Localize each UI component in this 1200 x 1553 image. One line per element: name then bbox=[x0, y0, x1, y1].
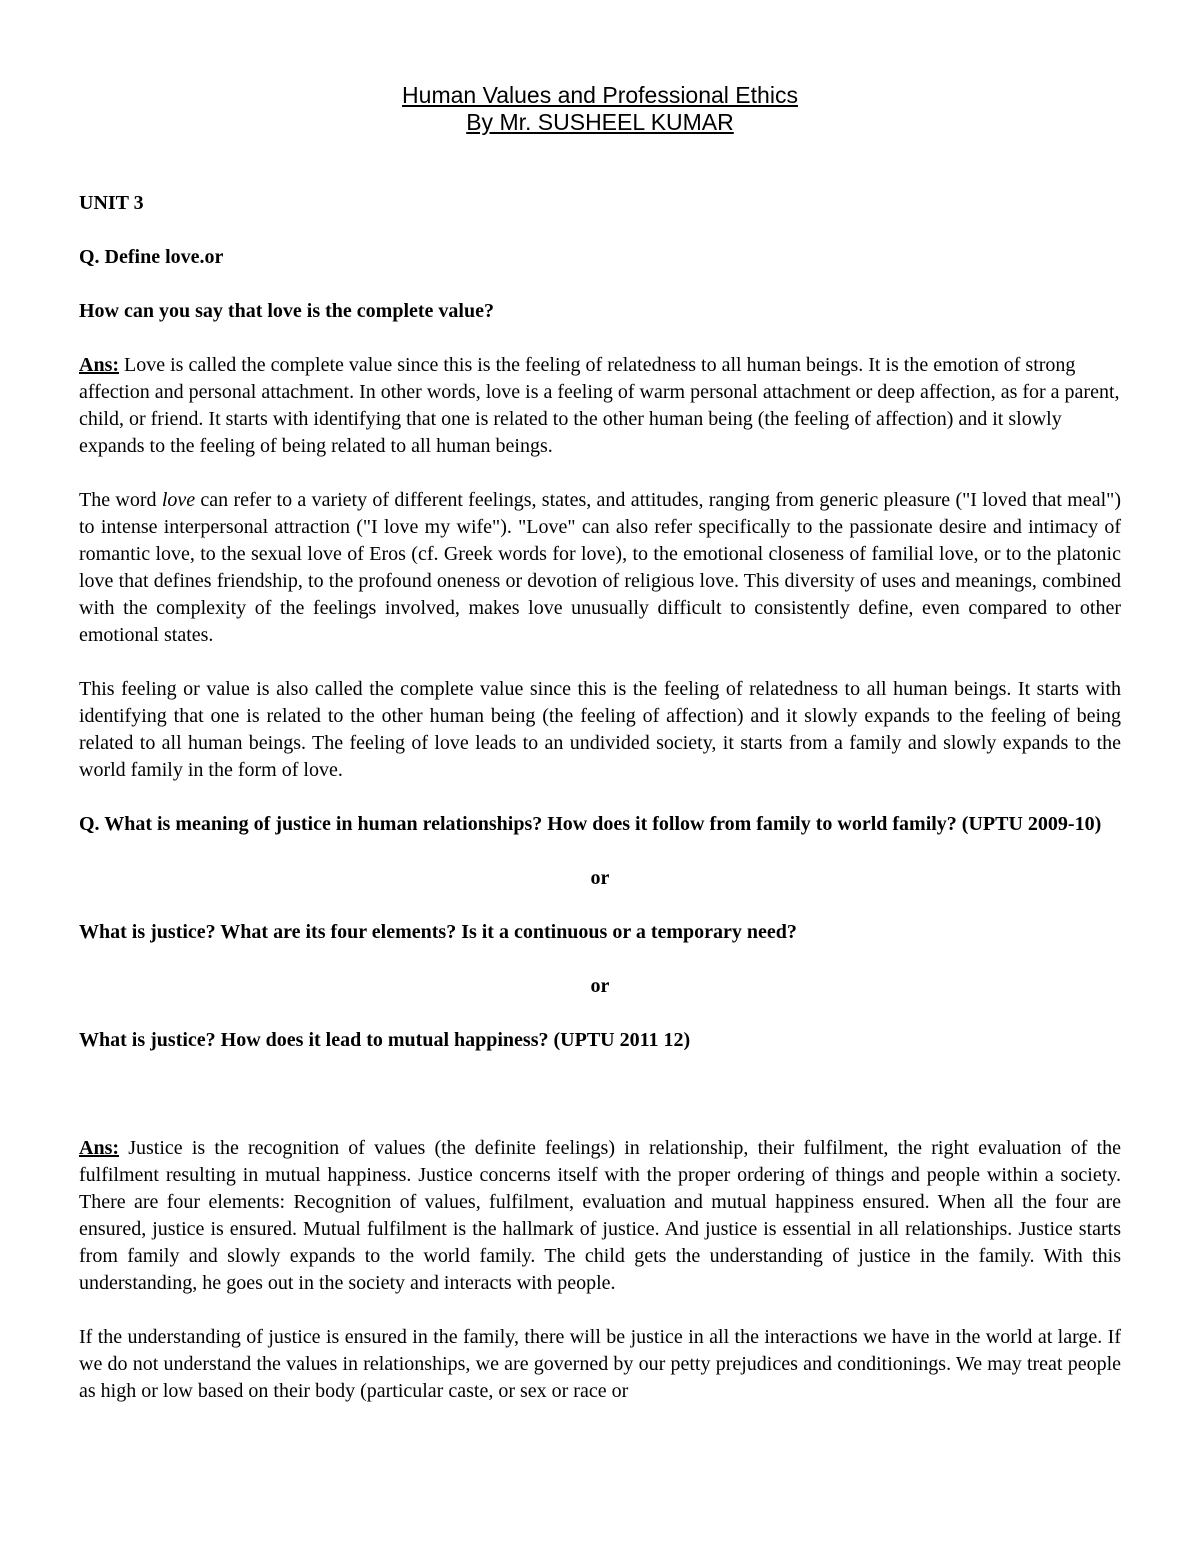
question-2-alternative-1: What is justice? What are its four elements? Is it a continuous or a temporary need? bbox=[79, 921, 797, 943]
answer-label: Ans: bbox=[79, 1137, 120, 1159]
document-author: By Mr. SUSHEEL KUMAR bbox=[466, 109, 734, 135]
document-content bbox=[79, 82, 1121, 1405]
italic-word: love bbox=[161, 489, 196, 511]
unit-heading: UNIT 3 bbox=[79, 192, 144, 214]
paragraph-text: The word bbox=[79, 489, 162, 511]
answer-2-paragraph-1 bbox=[79, 1135, 1121, 1297]
question-1-line-1: Q. Define love.or bbox=[79, 246, 224, 268]
answer-1-paragraph-3: This feeling or value is also called the complete value since this is the feeling of relatedness to all human beings. It starts with identifying that one is related to the other human being (the feeling of affection) and it slowly expands to the feeling of being related to all human beings. The feeling of love leads to an undivided society, it starts from a family and slowly expands to the world family in the form of love. bbox=[79, 678, 1121, 781]
document-title: Human Values and Professional Ethics bbox=[402, 82, 798, 108]
question-2: Q. What is meaning of justice in human relationships? How does it follow from family to world family? (UPTU 2009-10) bbox=[79, 813, 1102, 835]
answer-1-paragraph-2 bbox=[79, 487, 1121, 649]
paragraph-text: can refer to a variety of different feelings, states, and attitudes, ranging from generic pleasure ("I loved that meal") to intense interpersonal attraction ("I love my wife"). "Love" can also refer specifically to the passionate desire and intimacy of romantic love, to the sexual love of Eros (cf. Greek words for love), to the emotional closeness of familial love, or to the platonic love that defines friendship, to the profound oneness or devotion of religious love. This diversity of uses and meanings, combined with the complexity of the feelings involved, makes love unusually difficult to consistently define, even compared to other emotional states. bbox=[79, 489, 1121, 646]
answer-2-paragraph-2: If the understanding of justice is ensured in the family, there will be justice in all the interactions we have in the world at large. If we do not understand the values in relationships, we are governed by our petty prejudices and conditionings. We may treat people as high or low based on their body (particular caste, or sex or race or bbox=[79, 1326, 1121, 1402]
question-2-alternative-2: What is justice? How does it lead to mutual happiness? (UPTU 2011 12) bbox=[79, 1029, 691, 1051]
answer-text: Justice is the recognition of values (the definite feelings) in relationship, their fulfilment, the right evaluation of the fulfilment resulting in mutual happiness. Justice concerns itself with the proper ordering of things and people within a society. There are four elements: Recognition of values, fulfilment, evaluation and mutual happiness ensured. When all the four are ensured, justice is ensured. Mutual fulfilment is the hallmark of justice. And justice is essential in all relationships. Justice starts from family and slowly expands to the world family. The child gets the understanding of justice in the family. With this understanding, he goes out in the society and interacts with people. bbox=[79, 1137, 1121, 1294]
or-separator-1: or bbox=[590, 867, 610, 889]
answer-1-paragraph-1 bbox=[79, 352, 1121, 460]
question-1-line-2: How can you say that love is the complete value? bbox=[79, 300, 494, 322]
or-separator-2: or bbox=[590, 975, 610, 997]
answer-label: Ans: bbox=[79, 354, 120, 376]
answer-text: Love is called the complete value since this is the feeling of relatedness to all human beings. It is the emotion of strong affection and personal attachment. In other words, love is a feeling of warm personal attachment or deep affection, as for a parent, child, or friend. It starts with identifying that one is related to the other human being (the feeling of affection) and it slowly expands to the feeling of being related to all human beings. bbox=[79, 354, 1120, 457]
